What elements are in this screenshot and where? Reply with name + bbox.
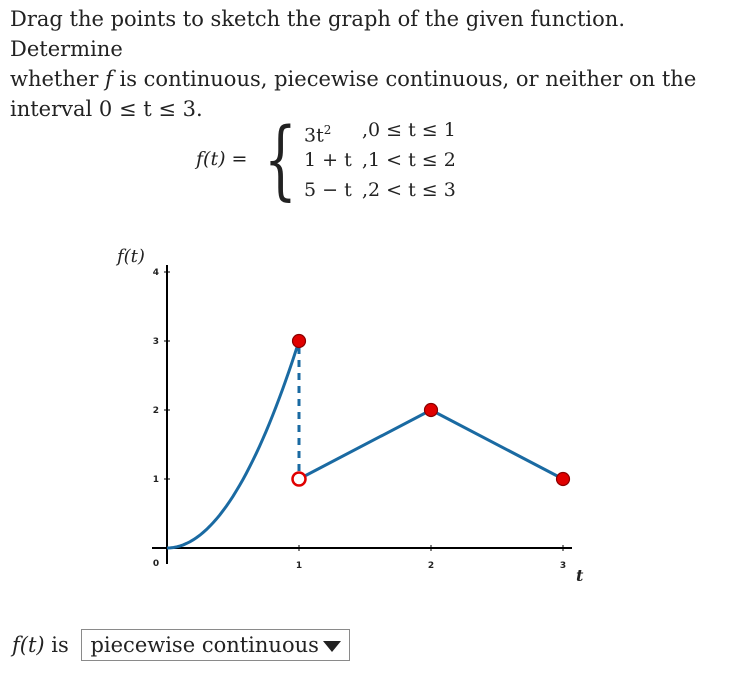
y-tick-label-3: 3: [152, 337, 159, 347]
y-tick-label-2: 2: [152, 406, 159, 416]
prompt-function-var: f: [105, 67, 113, 91]
point-1-3[interactable]: [293, 335, 306, 348]
prompt-line-2-post: is continuous, piecewise continuous, or neither on the: [112, 67, 697, 91]
answer-label-post: is: [44, 632, 69, 657]
point-2-2[interactable]: [425, 404, 438, 417]
point-3-1[interactable]: [557, 473, 570, 486]
piece-3-cond: ,2 < t ≤ 3: [362, 179, 456, 201]
x-tick-label-2: 2: [427, 561, 435, 571]
function-lhs: f(t) =: [196, 148, 248, 170]
piece-1-cond: ,0 ≤ t ≤ 1: [362, 119, 456, 141]
left-brace: {: [264, 110, 297, 210]
dropdown-arrow-icon: [323, 641, 341, 652]
dropdown-selected-value: piecewise continuous: [90, 632, 319, 657]
answer-function-var: f(t): [12, 632, 45, 657]
x-tick-label-1: 1: [295, 561, 303, 571]
x-tick-label-0: 0: [152, 559, 160, 569]
x-tick-label-3: 3: [559, 561, 567, 571]
prompt-line-3: interval 0 ≤ t ≤ 3.: [10, 97, 203, 121]
continuity-dropdown[interactable]: [81, 629, 349, 661]
answer-row: [12, 628, 350, 661]
line-segment-1: [299, 410, 431, 479]
y-tick-label-4: 4: [152, 268, 159, 278]
prompt-line-2-pre: whether: [10, 67, 106, 91]
line-segment-2: [431, 410, 563, 479]
piece-2-cond: ,1 < t ≤ 2: [362, 149, 456, 171]
x-axis-label: t: [576, 566, 584, 585]
answer-label: [12, 630, 69, 660]
y-tick-label-1: 1: [152, 475, 159, 485]
y-axis-label: f(t): [117, 246, 145, 267]
curve-3t-squared: [167, 341, 299, 548]
piece-2-expr: 1 + t: [304, 149, 352, 171]
piece-1-expr-sup: 2: [323, 123, 332, 137]
piece-3-expr: 5 − t: [304, 179, 352, 201]
prompt-line-1: Drag the points to sketch the graph of the given function. Determine: [10, 7, 625, 61]
piece-1-expr-base: 3t: [304, 124, 324, 147]
point-1-1[interactable]: [293, 473, 306, 486]
